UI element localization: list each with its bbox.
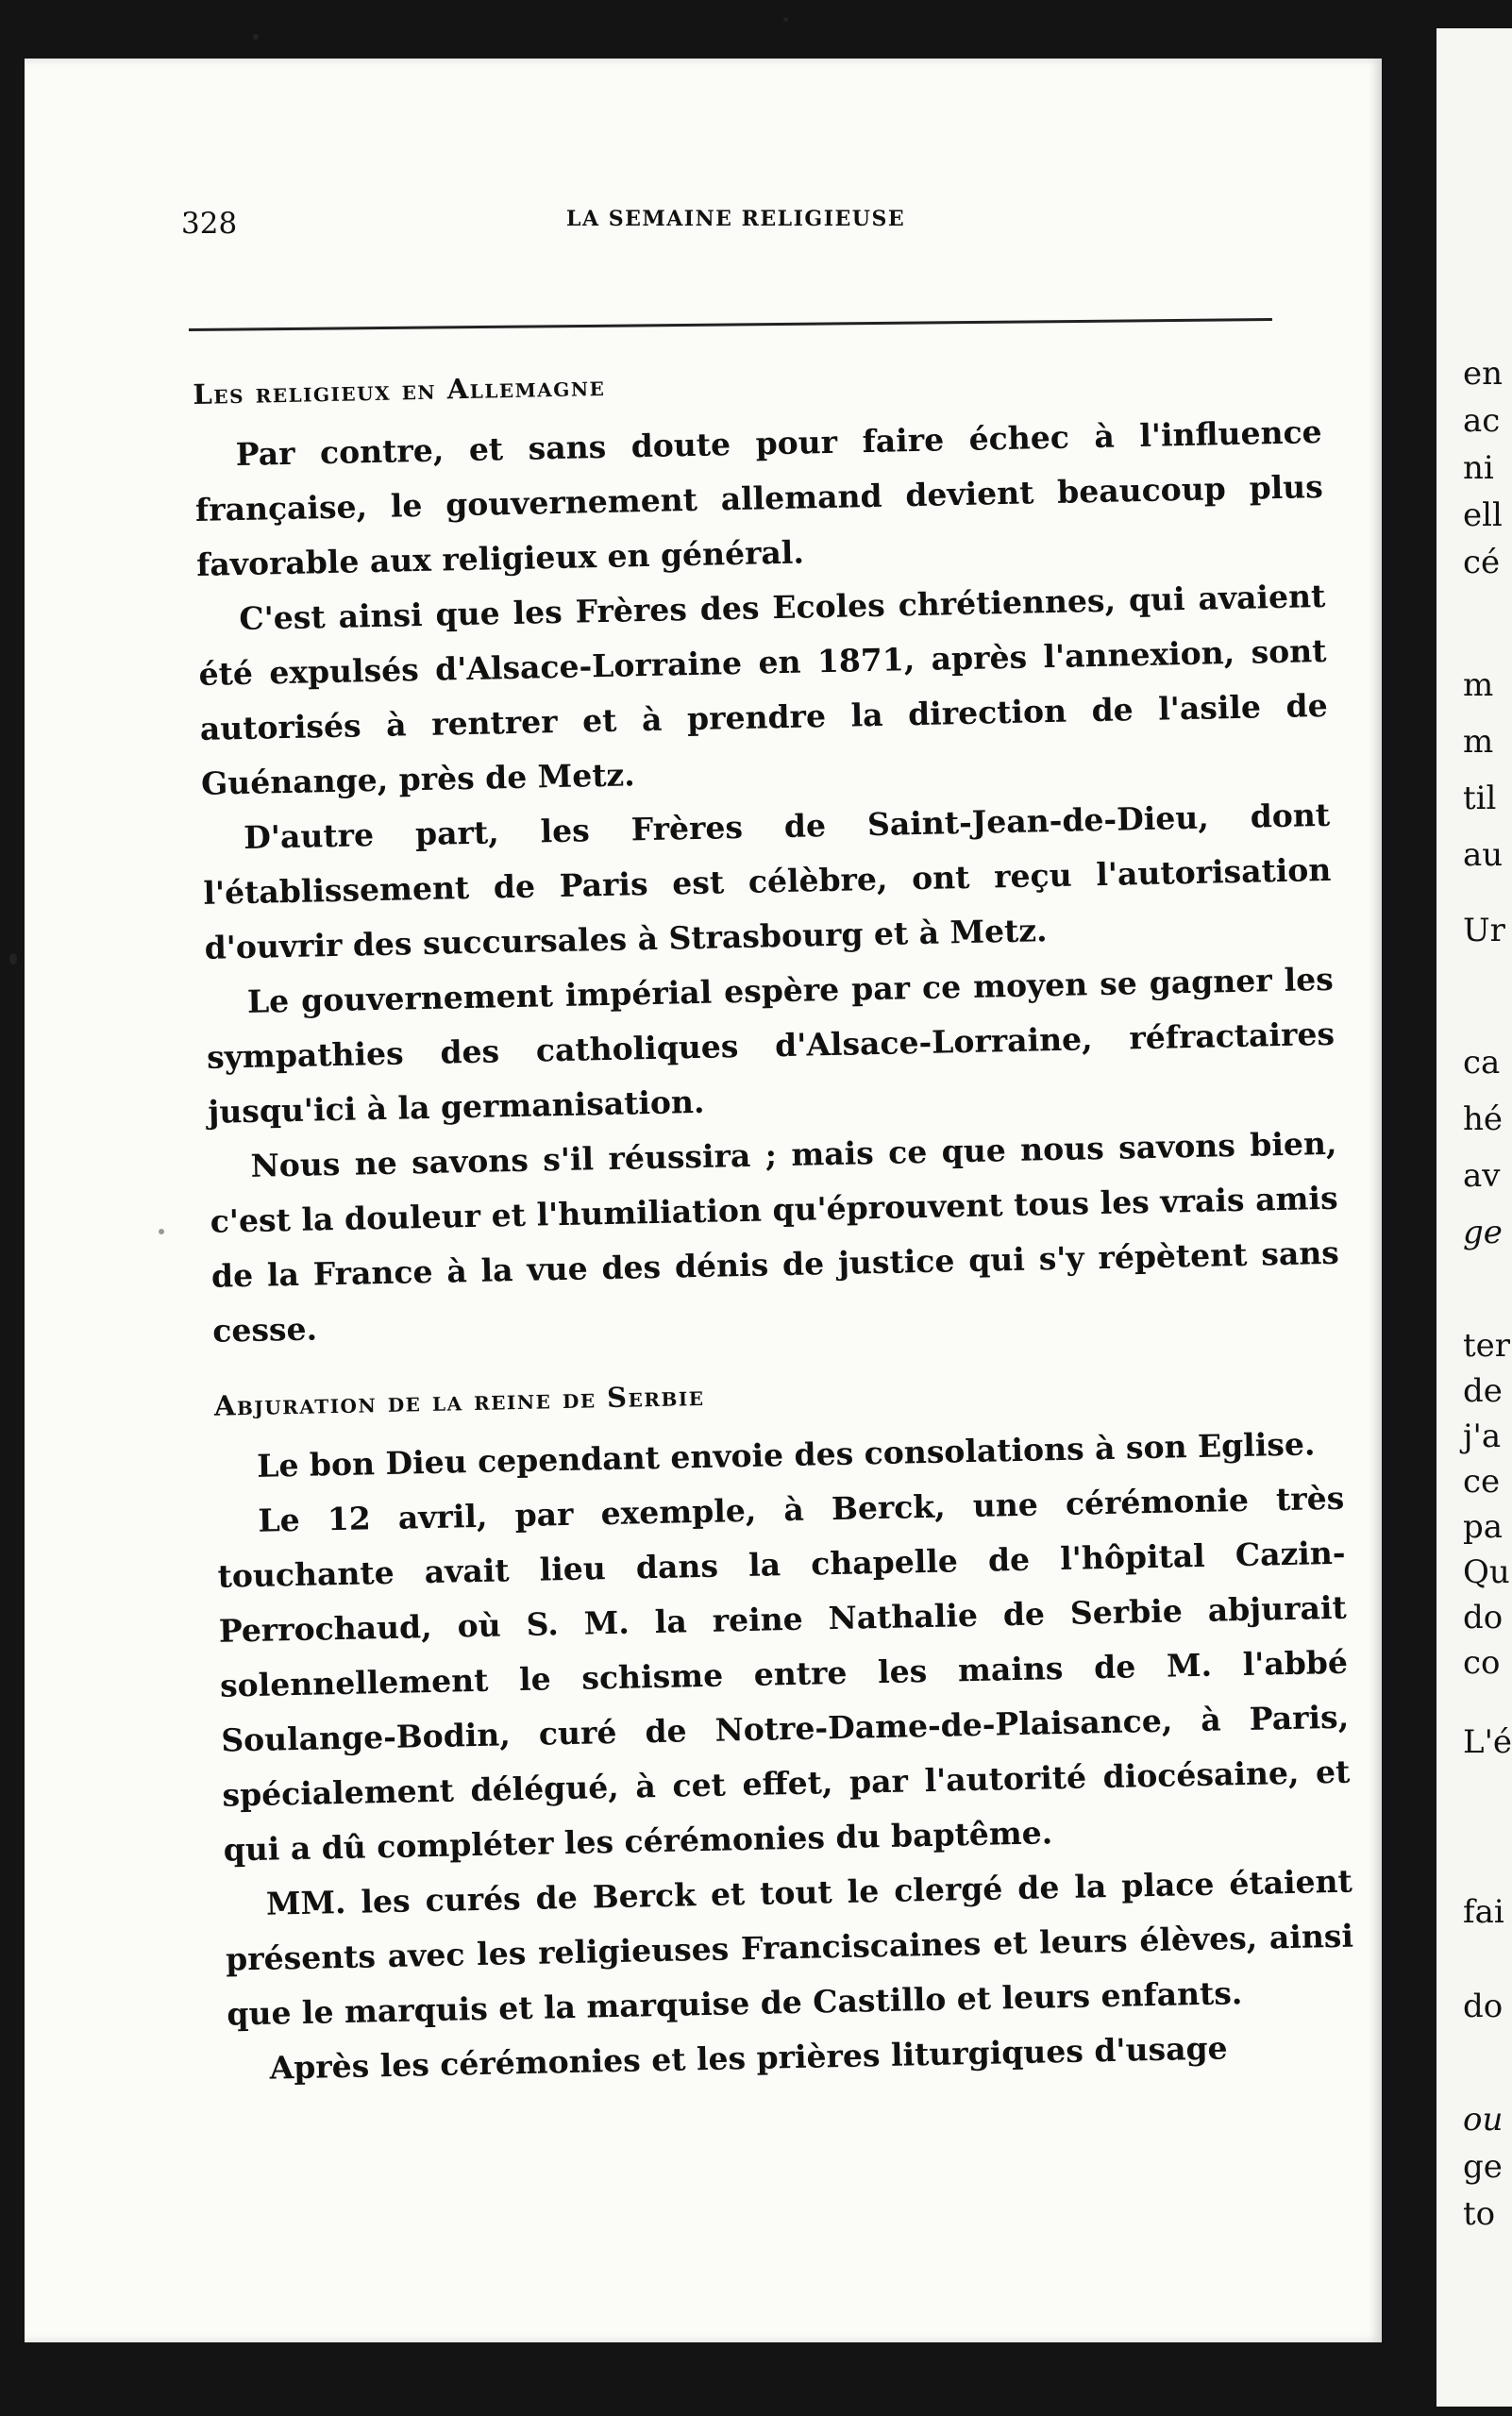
facing-page-fragment: ce	[1463, 1463, 1501, 1501]
facing-page-fragment: fai	[1463, 1893, 1504, 1931]
facing-page-fragment: Qu	[1463, 1553, 1510, 1591]
facing-page-fragment: ter	[1463, 1327, 1511, 1365]
scan-speck	[253, 34, 259, 40]
facing-page-fragment: av	[1463, 1157, 1501, 1195]
paragraph: Le 12 avril, par exemple, à Berck, une cérémonie très touchante avait lieu dans la chapelle de l'hôpital Cazin-Perrochaud, où S. M. la reine Nathalie de Serbie abjurait solennellement le schisme entre les mains de M. l'abbé Soulange-Bodin, curé de Notre-Dame-de-Plaisance, à Paris, spécialement délégué, à cet effet, par l'autorité diocésaine, et qui a dû compléter les cérémonies du baptême.	[217, 1479, 1351, 1869]
facing-page-fragment: hé	[1463, 1100, 1504, 1138]
facing-page-fragment: ac	[1463, 402, 1501, 440]
facing-page-fragment: to	[1463, 2195, 1496, 2233]
facing-page-fragment: en	[1463, 355, 1504, 393]
page-header	[159, 184, 1272, 250]
facing-page-fragment: de	[1463, 1372, 1503, 1410]
paragraph: C'est ainsi que les Frères des Ecoles chrétiennes, qui avaient été expulsés d'Alsace-Lorraine en 1871, après l'annexion, sont autorisés à rentrer et à prendre la direction de l'asile de Guénange, près de Metz.	[198, 577, 1329, 802]
facing-page-fragment: cé	[1463, 544, 1501, 581]
running-title: LA SEMAINE RELIGIEUSE	[566, 207, 906, 231]
facing-page-fragment: L'é	[1463, 1723, 1512, 1761]
facing-page-fragment: m	[1463, 666, 1494, 704]
facing-page-fragment: do	[1463, 1988, 1504, 2025]
facing-page-fragment: au	[1463, 836, 1504, 874]
facing-page-fragment: pa	[1463, 1508, 1504, 1546]
facing-page-edge	[1436, 28, 1512, 2407]
facing-page-fragment: til	[1463, 780, 1497, 817]
facing-page-fragment: j'a	[1463, 1418, 1502, 1455]
section-religieux	[193, 350, 1341, 1359]
facing-page-fragment: ni	[1463, 449, 1494, 487]
facing-page-fragment: ca	[1463, 1044, 1501, 1082]
page-number: 328	[181, 207, 238, 241]
paragraph: Après les cérémonies et les prières liturgiques d'usage	[269, 2029, 1228, 2087]
facing-page-fragment: m	[1463, 723, 1494, 761]
paragraph: MM. les curés de Berck et tout le clergé de la place étaient présents avec les religieuses Franciscaines et leurs élèves, ainsi que le marquis et la marquise de Castillo et leurs enfants.	[225, 1862, 1354, 2033]
paragraph: D'autre part, les Frères de Saint-Jean-de-Dieu, dont l'établissement de Paris est célèbre, ont reçu l'autorisation d'ouvrir des succursales à Strasbourg et à Metz.	[203, 796, 1332, 966]
article-body	[193, 350, 1356, 2097]
section-abjuration	[213, 1362, 1356, 2097]
facing-page-fragment: co	[1463, 1644, 1501, 1682]
scan-speck	[9, 953, 17, 965]
paragraph: Nous ne savons s'il réussira ; mais ce que nous savons bien, c'est la douleur et l'humiliation qu'éprouvent tous les vrais amis de la France à la vue des dénis de justice qui s'y répètent sans cesse.	[210, 1124, 1340, 1350]
scan-speck	[159, 1229, 164, 1234]
facing-page-fragment: ge	[1463, 1214, 1503, 1251]
section-title: Les religieux en Allemagne	[193, 369, 606, 411]
facing-page-fragment: Ur	[1463, 912, 1505, 949]
facing-page-fragment: ell	[1463, 496, 1503, 534]
facing-page-fragment: ge	[1463, 2148, 1503, 2186]
section-title: Abjuration de la reine de Serbie	[213, 1379, 705, 1422]
paragraph: Le bon Dieu cependant envoie des consolations à son Eglise.	[256, 1425, 1316, 1485]
paragraph: Le gouvernement impérial espère par ce moyen se gagner les sympathies des catholiques d'Alsace-Lorraine, réfractaires jusqu'ici à la germanisation.	[206, 960, 1336, 1131]
scan-speck	[783, 17, 788, 22]
paragraph: Par contre, et sans doute pour faire échec à l'influence française, le gouvernement allemand devient beaucoup plus favorable aux religieux en général.	[194, 412, 1324, 583]
facing-page-fragment: ou	[1463, 2101, 1504, 2139]
facing-page-fragment: do	[1463, 1599, 1504, 1636]
